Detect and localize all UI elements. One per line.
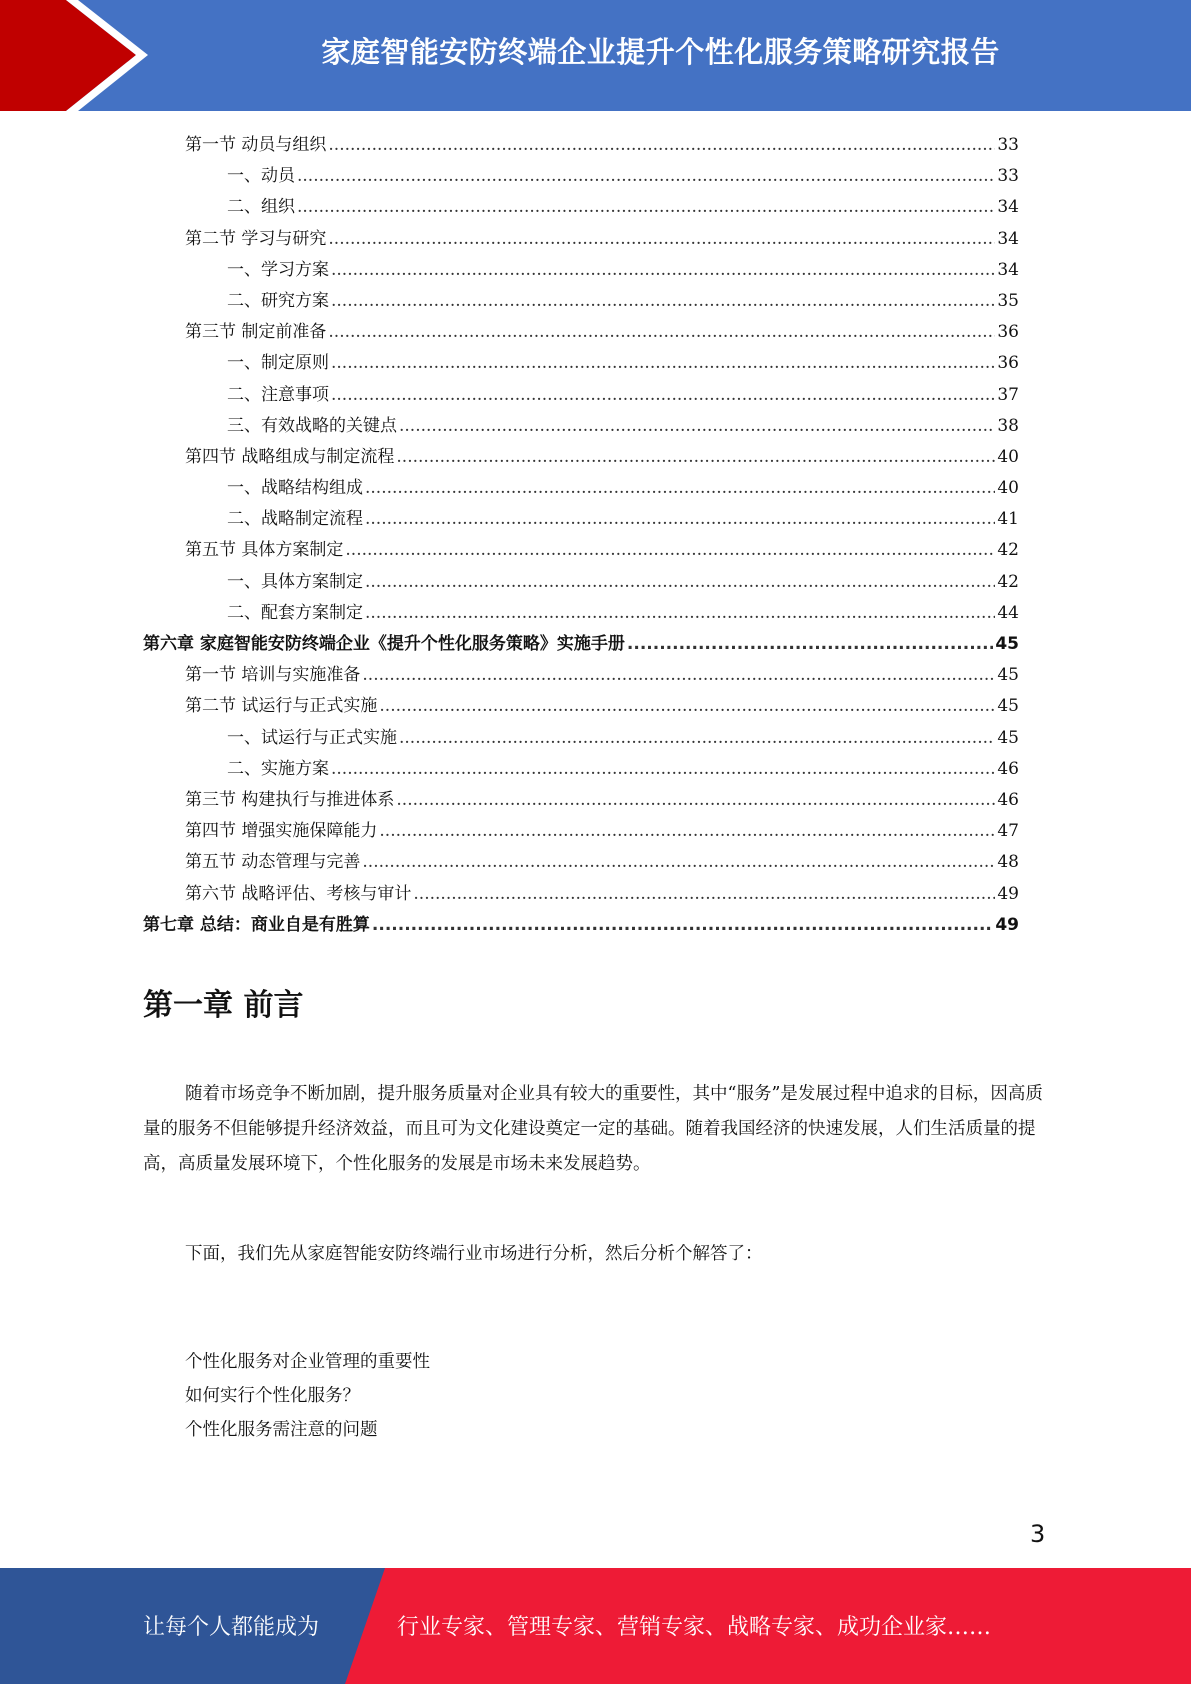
- toc-entry-label: 第二节 学习与研究: [185, 228, 327, 249]
- toc-entry-label: 第二节 试运行与正式实施: [185, 696, 378, 717]
- report-title: 家庭智能安防终端企业提升个性化服务策略研究报告: [321, 35, 1000, 69]
- toc-leader-dots: [331, 754, 995, 785]
- page-header: [0, 0, 1191, 111]
- list-item: 如何实行个性化服务？: [185, 1386, 360, 1406]
- toc-entry-page: 42: [997, 571, 1019, 592]
- toc-entry[interactable]: [143, 224, 1019, 255]
- toc-entry-page: 47: [997, 821, 1019, 842]
- toc-entry-page: 37: [997, 384, 1019, 405]
- toc-entry-label: 二、注意事项: [227, 384, 329, 405]
- toc-entry-page: 44: [997, 602, 1019, 623]
- toc-entry[interactable]: [143, 567, 1019, 598]
- toc-entry-page: 35: [997, 290, 1019, 311]
- toc-entry-label: 第四节 增强实施保障能力: [185, 821, 378, 842]
- toc-leader-dots: [365, 473, 995, 504]
- toc-entry-label: 二、实施方案: [227, 758, 329, 779]
- toc-entry-page: 49: [995, 914, 1019, 935]
- toc-leader-dots: [331, 348, 995, 379]
- toc-entry-label: 第四节 战略组成与制定流程: [185, 446, 395, 467]
- toc-leader-dots: [372, 910, 993, 941]
- toc-entry-label: 第三节 制定前准备: [185, 322, 327, 343]
- toc-entry-page: 42: [997, 540, 1019, 561]
- toc-entry[interactable]: [143, 910, 1019, 941]
- toc-entry-label: 第三节 构建执行与推进体系: [185, 789, 395, 810]
- toc-entry-page: 46: [997, 758, 1019, 779]
- toc-entry-label: 第五节 动态管理与完善: [185, 852, 361, 873]
- toc-entry-page: 34: [997, 228, 1019, 249]
- toc-entry-page: 45: [995, 634, 1019, 654]
- toc-leader-dots: [399, 411, 995, 442]
- toc-entry-label: 第一节 培训与实施准备: [185, 665, 361, 686]
- toc-leader-dots: [413, 879, 995, 910]
- toc-entry-page: 49: [997, 883, 1019, 904]
- toc-entry-page: 33: [997, 166, 1019, 187]
- toc-entry[interactable]: [143, 847, 1019, 878]
- page-number: 3: [1030, 1520, 1046, 1548]
- toc-leader-dots: [362, 847, 995, 878]
- toc-leader-dots: [328, 317, 995, 348]
- list-item: 个性化服务对企业管理的重要性: [185, 1352, 430, 1372]
- toc-leader-dots: [297, 161, 995, 192]
- toc-entry[interactable]: [143, 660, 1019, 691]
- toc-leader-dots: [399, 723, 995, 754]
- toc-entry[interactable]: [143, 161, 1019, 192]
- toc-leader-dots: [331, 380, 995, 411]
- toc-leader-dots: [331, 255, 995, 286]
- toc-leader-dots: [365, 504, 995, 535]
- toc-leader-dots: [331, 286, 995, 317]
- toc-entry-page: 36: [997, 353, 1019, 374]
- toc-entry[interactable]: [143, 286, 1019, 317]
- analysis-paragraph: 下面，我们先从家庭智能安防终端行业市场进行分析，然后分析个解答了：: [185, 1244, 763, 1264]
- toc-entry-page: 40: [997, 446, 1019, 467]
- footer-slogan-right: 行业专家、管理专家、营销专家、战略专家、成功企业家……: [397, 1615, 992, 1640]
- toc-entry-label: 一、制定原则: [227, 353, 329, 374]
- chapter-heading: 第一章 前言: [143, 988, 304, 1023]
- toc-entry[interactable]: [143, 473, 1019, 504]
- toc-entry-label: 第六节 战略评估、考核与审计: [185, 883, 412, 904]
- page-footer: [0, 1568, 1191, 1684]
- toc-entry-label: 第七章 总结：商业自是有胜算: [143, 914, 370, 935]
- toc-entry-page: 46: [997, 789, 1019, 810]
- toc-entry-page: 48: [997, 852, 1019, 873]
- toc-entry-page: 45: [997, 665, 1019, 686]
- toc-leader-dots: [345, 535, 995, 566]
- toc-entry-page: 36: [997, 322, 1019, 343]
- toc-entry[interactable]: [143, 879, 1019, 910]
- toc-entry-label: 一、试运行与正式实施: [227, 727, 397, 748]
- toc-entry[interactable]: [143, 754, 1019, 785]
- footer-slogan-left: 让每个人都能成为: [143, 1615, 320, 1640]
- toc-leader-dots: [396, 442, 995, 473]
- toc-leader-dots: [627, 629, 993, 660]
- toc-entry[interactable]: [143, 504, 1019, 535]
- toc-entry[interactable]: [143, 723, 1019, 754]
- intro-paragraph: 随着市场竞争不断加剧，提升服务质量对企业具有较大的重要性，其中“服务”是发展过程中追求的目标，因高质量的服务不但能够提升经济效益，而且可为文化建设奠定一定的基础。随着我国经济的快速发展，人们生活质量的提高，高质量发展环境下，个性化服务的发展是市场未来发展趋势。: [143, 1084, 1043, 1174]
- toc-entry[interactable]: [143, 629, 1019, 660]
- toc-leader-dots: [328, 224, 995, 255]
- toc-entry[interactable]: [143, 348, 1019, 379]
- toc-entry[interactable]: [143, 691, 1019, 722]
- toc-leader-dots: [328, 130, 995, 161]
- toc-leader-dots: [379, 691, 995, 722]
- toc-entry-page: 34: [997, 259, 1019, 280]
- toc-entry-label: 一、具体方案制定: [227, 571, 363, 592]
- toc-leader-dots: [365, 567, 995, 598]
- toc-entry-label: 一、学习方案: [227, 259, 329, 280]
- toc-entry-page: 38: [997, 415, 1019, 436]
- toc-entry-label: 二、战略制定流程: [227, 509, 363, 530]
- toc-entry[interactable]: [143, 411, 1019, 442]
- toc-entry-label: 三、有效战略的关键点: [227, 415, 397, 436]
- toc-entry-page: 45: [997, 727, 1019, 748]
- toc-entry[interactable]: [143, 130, 1019, 161]
- toc-entry[interactable]: [143, 598, 1019, 629]
- list-item: 个性化服务需注意的问题: [185, 1420, 378, 1440]
- toc-entry-label: 一、战略结构组成: [227, 478, 363, 499]
- toc-entry-page: 40: [997, 478, 1019, 499]
- toc-entry-label: 二、配套方案制定: [227, 602, 363, 623]
- toc-entry[interactable]: [143, 317, 1019, 348]
- toc-entry-label: 二、组织: [227, 197, 295, 218]
- toc-entry-page: 34: [997, 197, 1019, 218]
- toc-entry[interactable]: [143, 442, 1019, 473]
- toc-entry-label: 第六章 家庭智能安防终端企业《提升个性化服务策略》实施手册: [143, 634, 625, 654]
- toc-leader-dots: [379, 816, 995, 847]
- toc-entry[interactable]: [143, 255, 1019, 286]
- toc-leader-dots: [297, 192, 995, 223]
- toc-entry-page: 33: [997, 135, 1019, 155]
- toc-entry-label: 二、研究方案: [227, 290, 329, 311]
- toc-entry-label: 第五节 具体方案制定: [185, 540, 344, 561]
- toc-leader-dots: [365, 598, 995, 629]
- toc-entry[interactable]: [143, 785, 1019, 816]
- toc-entry-page: 41: [997, 509, 1019, 530]
- toc-entry[interactable]: [143, 380, 1019, 411]
- toc-leader-dots: [362, 660, 995, 691]
- table-of-contents: [143, 130, 1019, 941]
- toc-entry[interactable]: [143, 816, 1019, 847]
- toc-entry[interactable]: [143, 192, 1019, 223]
- toc-entry-label: 第一节 动员与组织: [185, 135, 327, 155]
- toc-entry-label: 一、动员: [227, 166, 295, 187]
- toc-entry[interactable]: [143, 535, 1019, 566]
- toc-leader-dots: [396, 785, 995, 816]
- toc-entry-page: 45: [997, 696, 1019, 717]
